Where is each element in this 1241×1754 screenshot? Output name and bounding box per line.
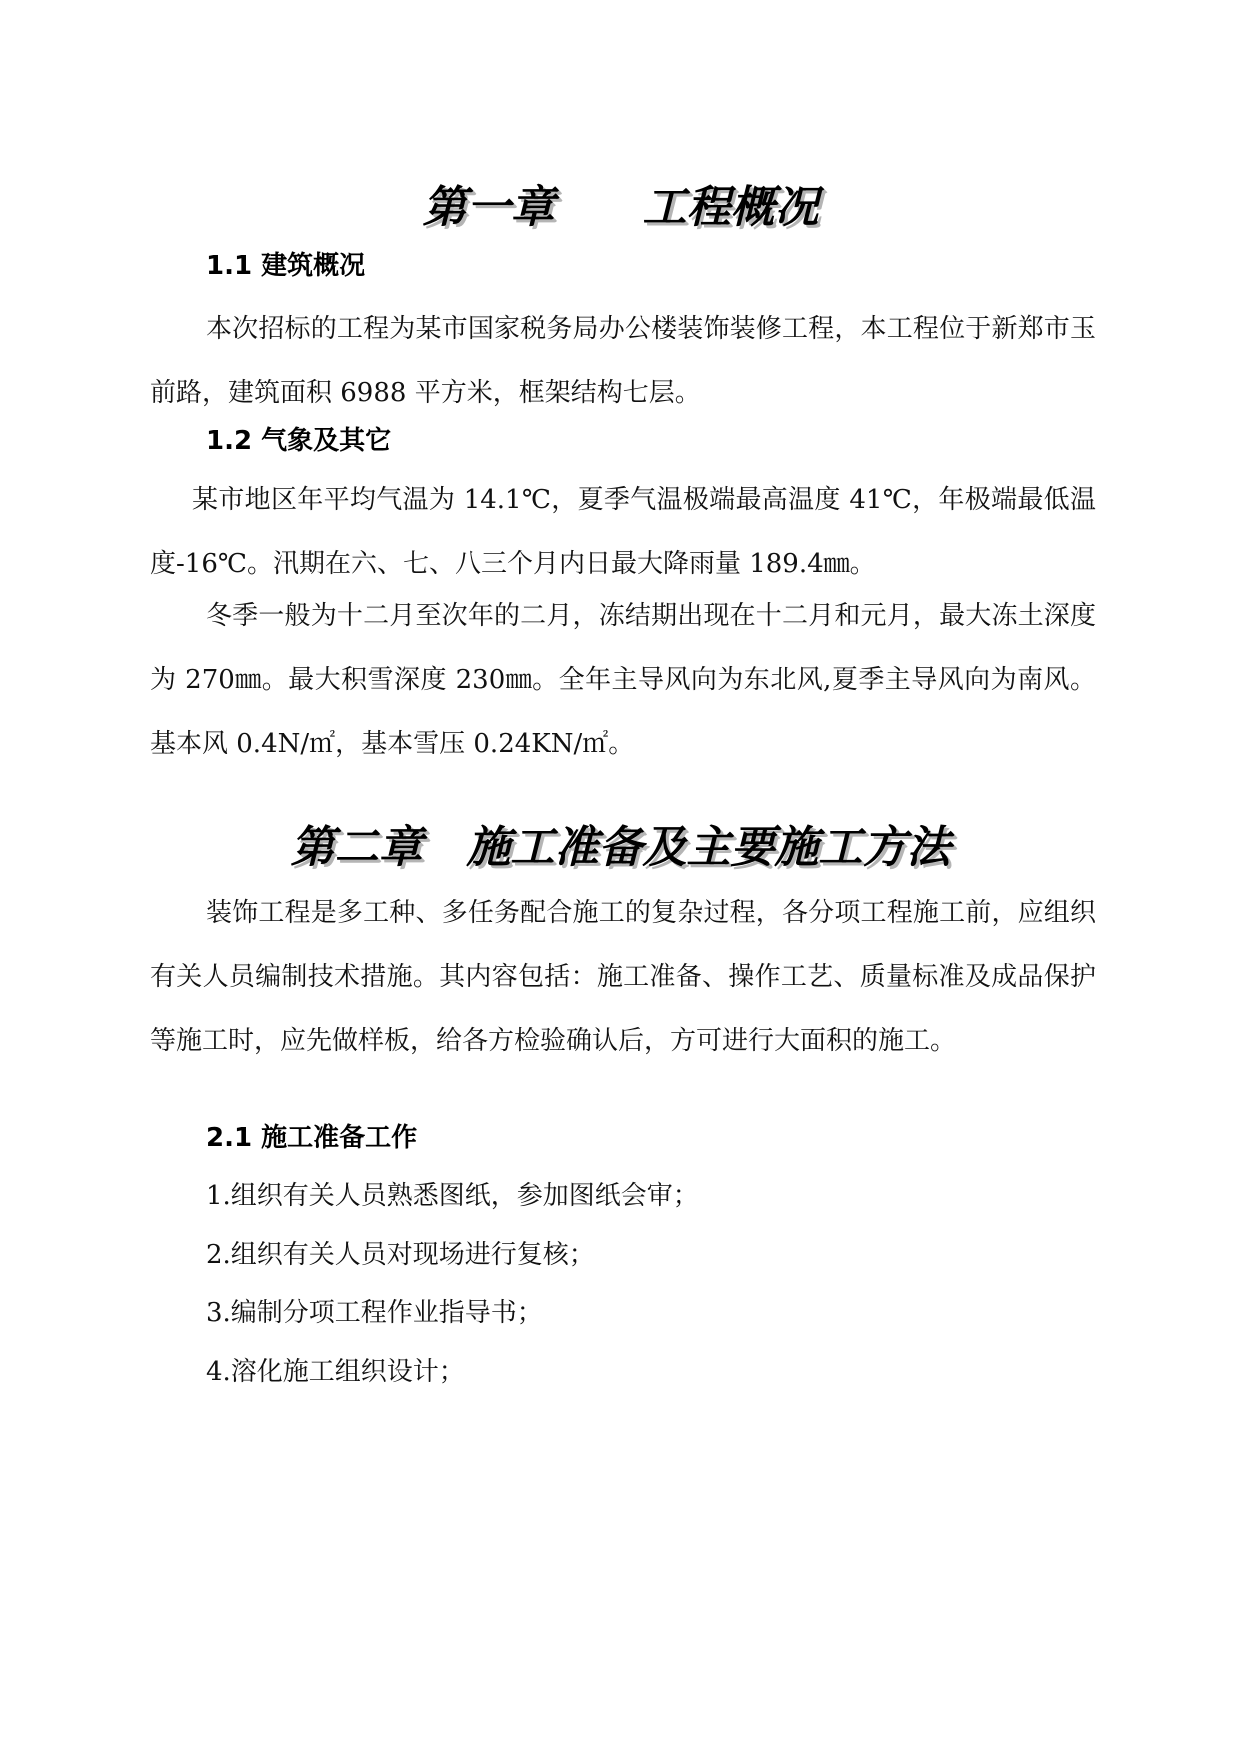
chapter-2-title: 第二章 施工准备及主要施工方法 [290, 822, 951, 873]
section-1-1-paragraph: 本次招标的工程为某市国家税务局办公楼装饰装修工程，本工程位于新郑市玉前路，建筑面积 6988 平方米，框架结构七层。 [150, 314, 1096, 408]
chapter-2-paragraph: 装饰工程是多工种、多任务配合施工的复杂过程，各分项工程施工前，应组织有关人员编制技术措施。其内容包括：施工准备、操作工艺、质量标准及成品保护等施工时，应先做样板，给各方检验确认后，方可进行大面积的施工。 [150, 898, 1096, 1056]
list-item: 2.组织有关人员对现场进行复核； [206, 1240, 595, 1270]
list-item: 1.组织有关人员熟悉图纸，参加图纸会审； [206, 1181, 699, 1211]
section-1-1-heading: 1.1 建筑概况 [206, 251, 366, 281]
section-1-2-paragraph-2: 冬季一般为十二月至次年的二月，冻结期出现在十二月和元月，最大冻土深度为 270㎜。最大积雪深度 230㎜。全年主导风向为东北风,夏季主导风向为南风。基本风 0.4N/㎡，基本雪压 0.24KN/㎡。 [150, 601, 1096, 759]
list-item: 4.溶化施工组织设计； [206, 1357, 465, 1387]
section-1-2-paragraph-1: 某市地区年平均气温为 14.1℃，夏季气温极端最高温度 41℃，年极端最低温度-16℃。汛期在六、七、八三个月内日最大降雨量 189.4㎜。 [150, 485, 1096, 579]
chapter-1-title: 第一章 工程概况 [422, 182, 819, 233]
section-1-2-heading: 1.2 气象及其它 [206, 426, 392, 456]
section-2-1-heading: 2.1 施工准备工作 [206, 1123, 418, 1153]
list-item: 3.编制分项工程作业指导书； [206, 1298, 543, 1328]
